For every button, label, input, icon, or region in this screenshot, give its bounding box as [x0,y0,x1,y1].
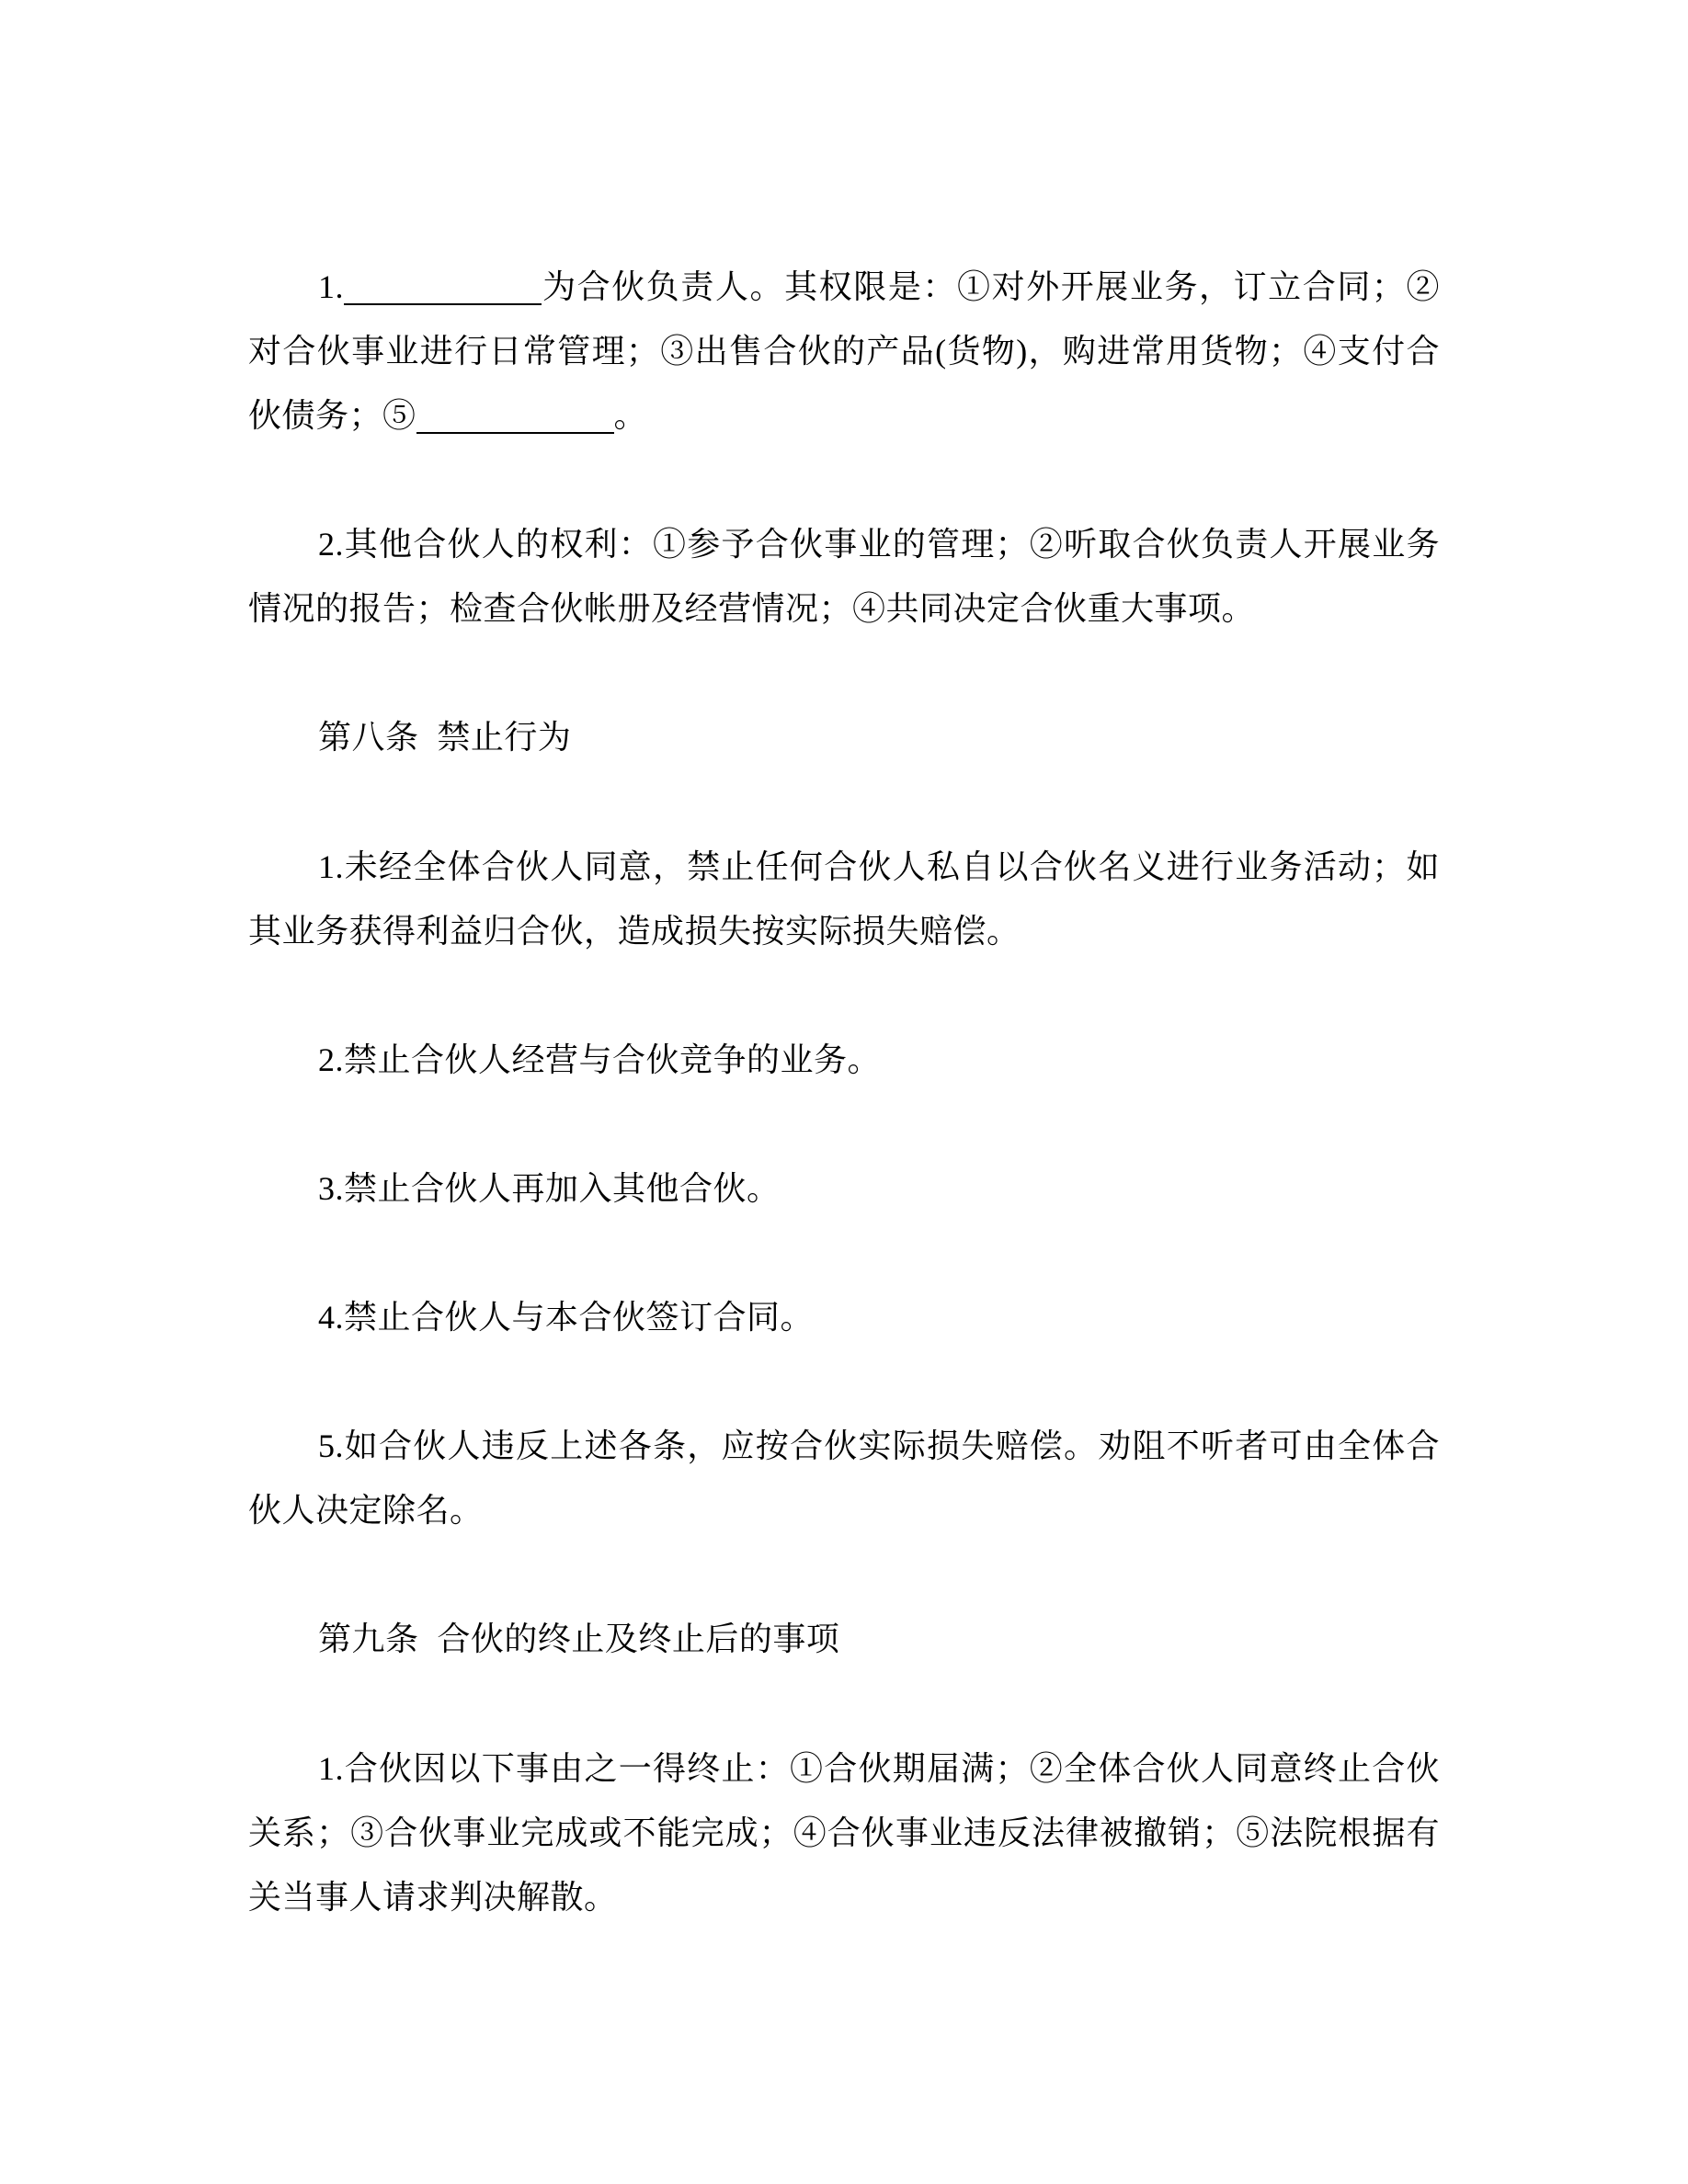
article-8-item-4: 4.禁止合伙人与本合伙签订合同。 [318,1299,815,1336]
article-9-item-1: 1.合伙因以下事由之一得终止：①合伙期届满；②全体合伙人同意终止合伙关系；③合伙事业完成或不能完成；④合伙事业违反法律被撤销；⑤法院根据有关当事人请求判决解散。 [248,1750,1440,1916]
clause-other-partners-rights: 2.其他合伙人的权利：①参予合伙事业的管理；②听取合伙负责人开展业务情况的报告；检查合伙帐册及经营情况；④共同决定合伙重大事项。 [248,526,1440,627]
article-title: 禁止行为 [437,719,572,756]
article-number: 第九条 [318,1621,419,1657]
article-title: 合伙的终止及终止后的事项 [437,1621,840,1658]
article-8-heading [248,705,1440,770]
article-9-heading [248,1607,1440,1672]
article-8-item-2: 2.禁止合伙人经营与合伙竞争的业务。 [318,1041,882,1078]
article-number: 第八条 [318,719,419,756]
clause-manager-powers: 1. 为合伙负责人。其权限是：①对外开展业务，订立合同；②对合伙事业进行日常管理；③出售合伙的产品(货物)，购进常用货物；④支付合伙债务；⑤ 。 [248,268,1440,434]
article-8-item-1: 1.未经全体合伙人同意，禁止任何合伙人私自以合伙名义进行业务活动；如其业务获得利益归合伙，造成损失按实际损失赔偿。 [248,848,1440,950]
fill-in-blank-line [344,294,542,305]
document-content [248,255,1440,1994]
fill-in-blank-line [416,423,614,434]
article-8-item-3: 3.禁止合伙人再加入其他合伙。 [318,1170,781,1207]
article-8-item-5: 5.如合伙人违反上述各条，应按合伙实际损失赔偿。劝阻不听者可由全体合伙人决定除名。 [248,1428,1440,1529]
